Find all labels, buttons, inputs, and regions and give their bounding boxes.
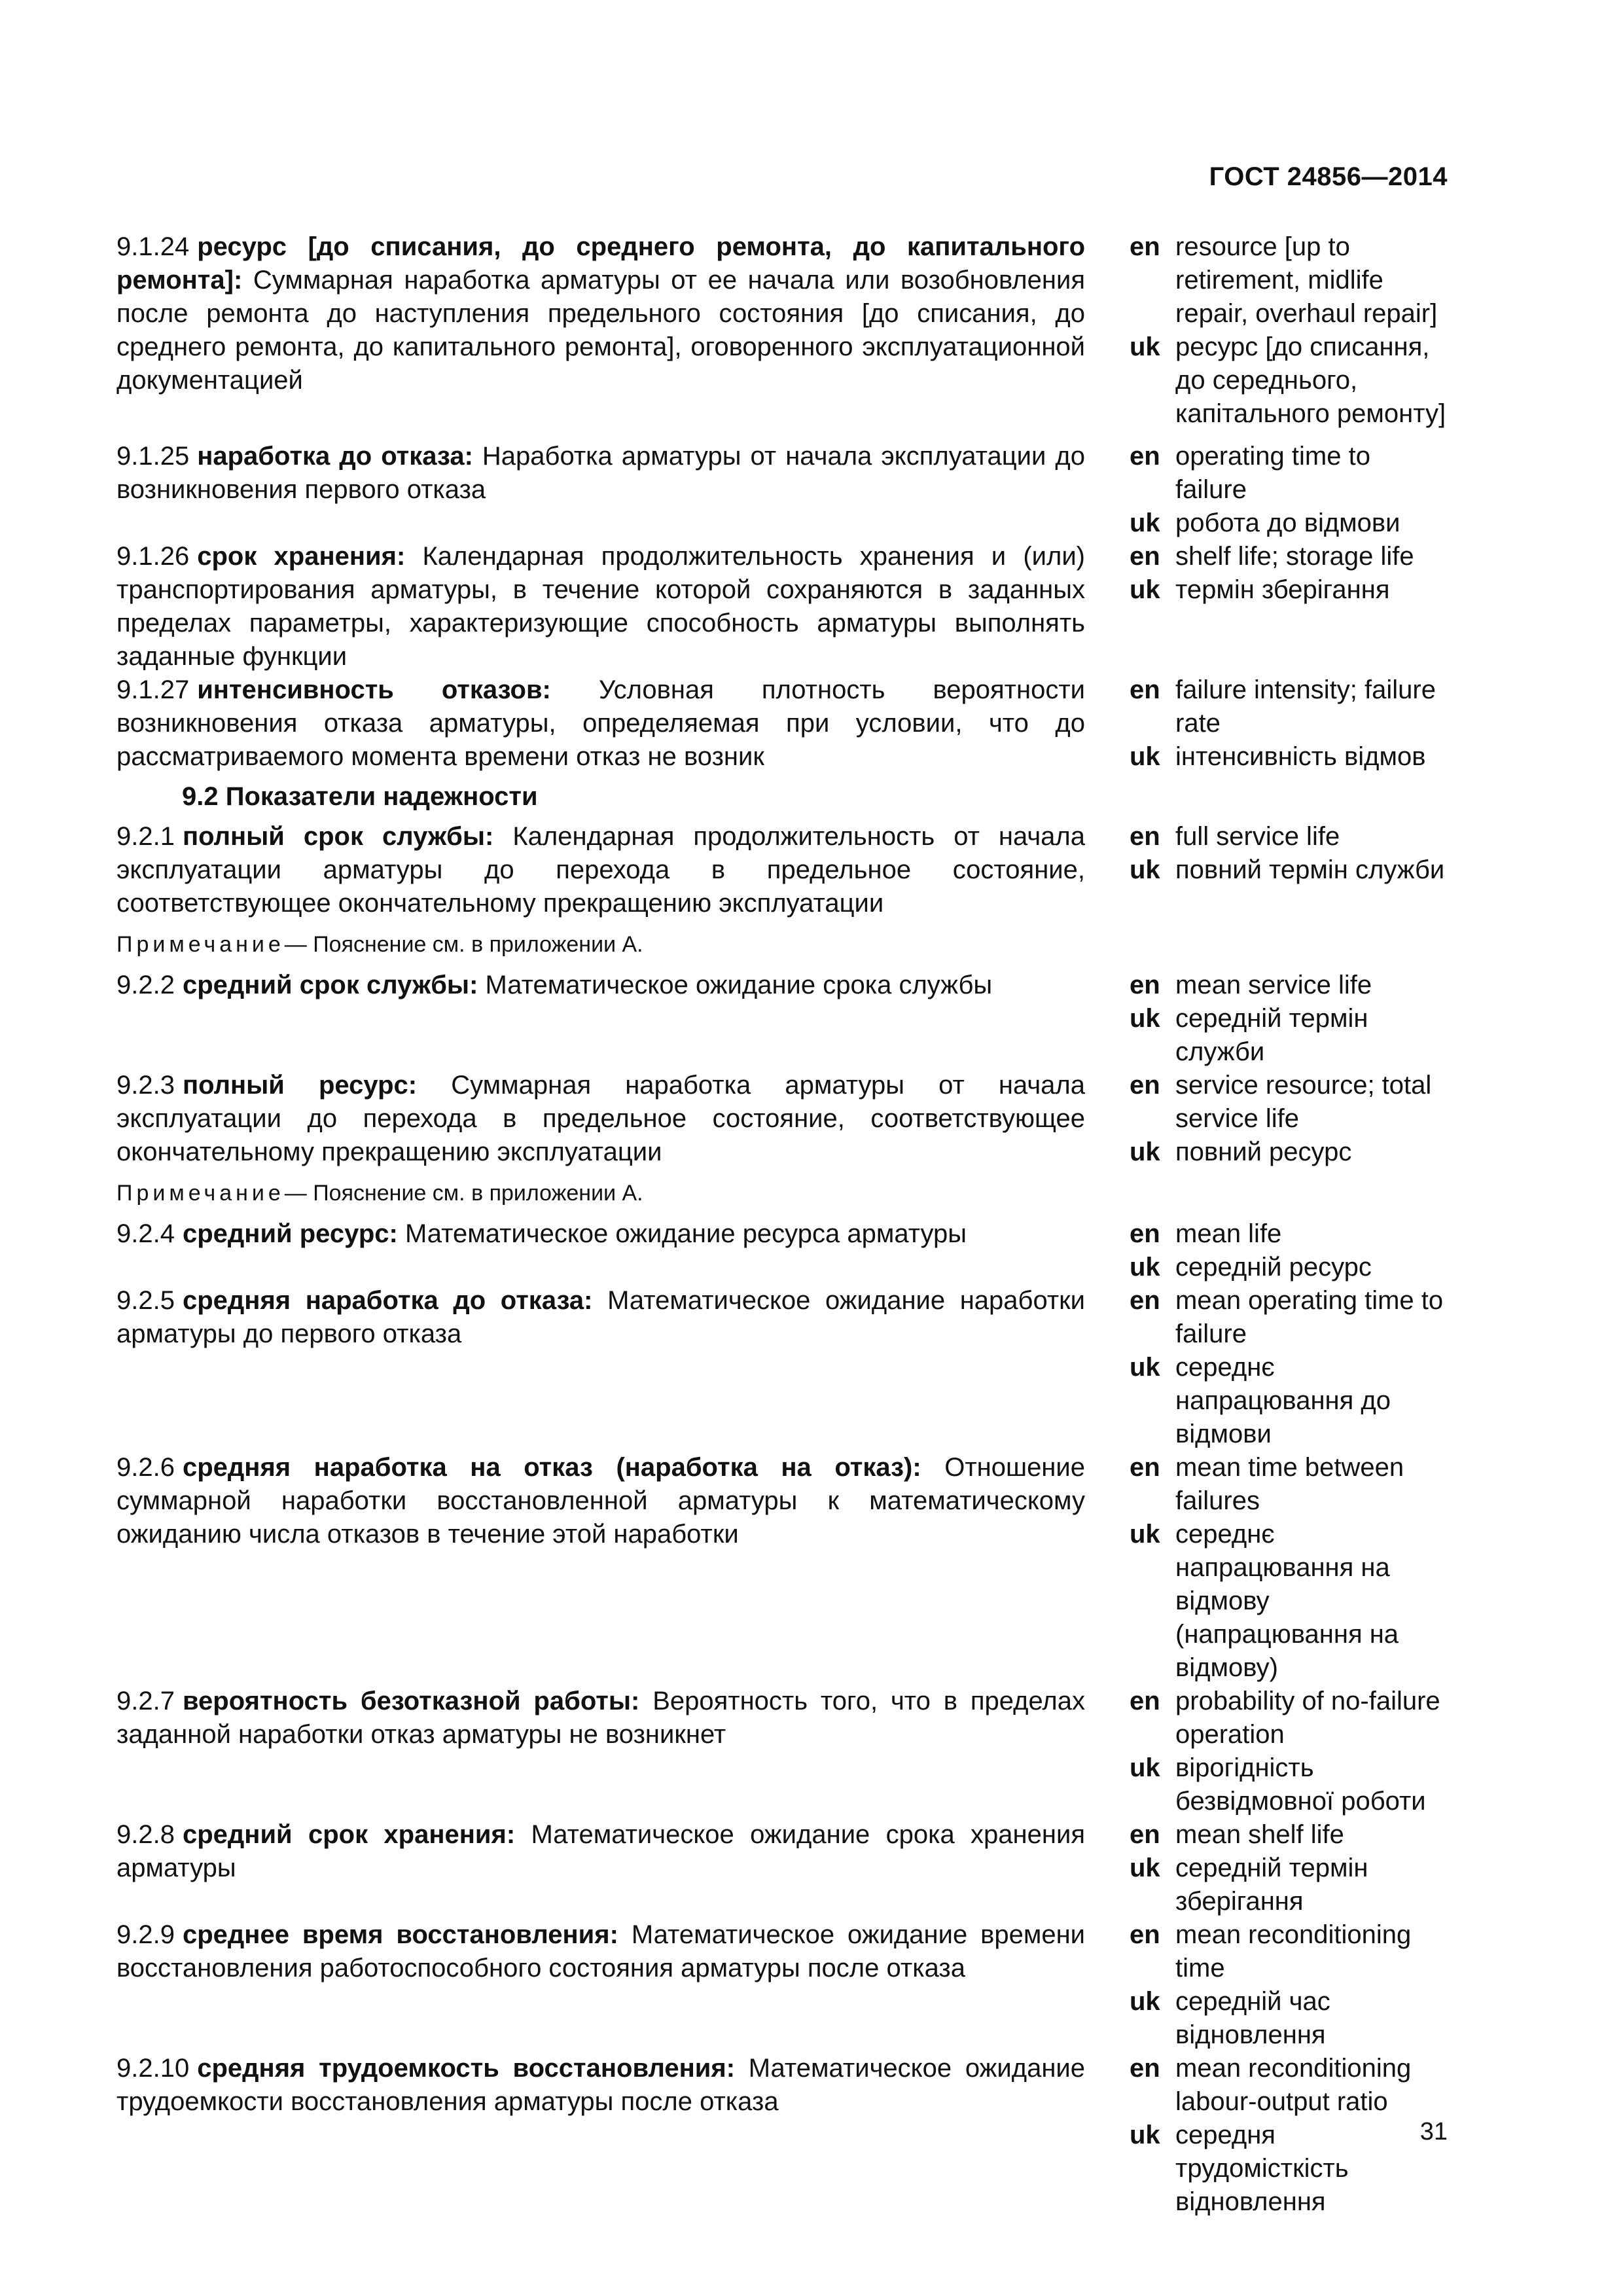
lang-code: en <box>1130 2054 1160 2083</box>
definition-text: Календарная продолжительность от начала эксплуатации арматуры до перехода в предельное состояние, соответствующее окончательному прекращению эксплуатации <box>116 822 1085 918</box>
translation-uk <box>1130 1351 1448 1451</box>
term-definition <box>116 1818 1085 1918</box>
lang-code: en <box>1130 1687 1160 1715</box>
translation-en <box>1130 1217 1448 1251</box>
translation-text: full service life <box>1175 822 1340 851</box>
term-entry <box>116 2052 1448 2219</box>
translation-text: ресурс [до списання, до середнього, капітального ремонту] <box>1175 332 1446 428</box>
lang-code: en <box>1130 1286 1160 1315</box>
lang-code: uk <box>1130 332 1160 361</box>
term-entry <box>116 540 1448 673</box>
lang-code: uk <box>1130 1854 1160 1882</box>
lang-code: uk <box>1130 855 1160 884</box>
term-entry <box>116 440 1448 540</box>
translation-uk <box>1130 1136 1448 1169</box>
translations <box>1130 1685 1448 1818</box>
translation-text: mean reconditioning time <box>1175 1920 1412 1982</box>
term-number: 9.1.25 <box>116 442 190 471</box>
translation-text: інтенсивність відмов <box>1175 742 1426 771</box>
definition-text: Математическое ожидание наработки арматуры до первого отказа <box>116 1286 1085 1348</box>
term-entry <box>116 1918 1448 2052</box>
definition-text: Наработка арматуры от начала эксплуатации до возникновения первого отказа <box>116 442 1085 504</box>
lang-code: en <box>1130 822 1160 851</box>
translation-uk <box>1130 853 1448 887</box>
definition-text: Математическое ожидание срока службы <box>485 971 993 999</box>
term-number: 9.2.4 <box>116 1219 175 1248</box>
translation-en <box>1130 1685 1448 1751</box>
translation-text: середній термін зберігання <box>1175 1854 1368 1916</box>
translation-uk <box>1130 1002 1448 1069</box>
translation-en <box>1130 2052 1448 2119</box>
document-id-header: ГОСТ 24856—2014 <box>1209 162 1448 191</box>
note-label: Примечание <box>116 1181 285 1206</box>
lang-code: en <box>1130 442 1160 471</box>
translations <box>1130 820 1448 920</box>
definition-text: Математическое ожидание ресурса арматуры <box>404 1219 967 1248</box>
translations <box>1130 969 1448 1069</box>
translation-text: resource [up to retirement, midlife repair, overhaul repair] <box>1175 232 1438 328</box>
translations <box>1130 1217 1448 1284</box>
translation-uk <box>1130 1251 1448 1284</box>
translation-text: термін зберігання <box>1175 575 1390 604</box>
definition-text: Суммарная наработка арматуры от ее начала или возобновления после ремонта до наступления предельного состояния [до списания, до среднего ремонта, до капитального ремонта], оговоренного эксплуатационной документацией <box>116 266 1085 395</box>
translations <box>1130 1451 1448 1685</box>
translation-uk <box>1130 740 1448 774</box>
term-name: полный срок службы: <box>182 822 494 851</box>
term-name: интенсивность отказов: <box>197 675 551 704</box>
translation-uk <box>1130 1985 1448 2052</box>
definition-text: Математическое ожидание трудоемкости восстановления арматуры после отказа <box>116 2054 1085 2116</box>
translation-uk <box>1130 1518 1448 1685</box>
translation-text: service resource; total service life <box>1175 1071 1432 1133</box>
translation-en <box>1130 540 1448 573</box>
translation-en <box>1130 1284 1448 1351</box>
translation-text: середній час відновлення <box>1175 1987 1330 2049</box>
term-number: 9.2.2 <box>116 971 175 999</box>
translations <box>1130 230 1448 431</box>
translation-text: mean time between failures <box>1175 1453 1404 1515</box>
translation-text: mean service life <box>1175 971 1372 999</box>
translation-en <box>1130 969 1448 1002</box>
translation-text: повний термін служби <box>1175 855 1445 884</box>
lang-code: en <box>1130 1453 1160 1482</box>
term-definition <box>116 230 1085 431</box>
translation-text: mean shelf life <box>1175 1820 1344 1849</box>
translation-text: failure intensity; failure rate <box>1175 675 1436 738</box>
lang-code: uk <box>1130 2121 1160 2149</box>
term-name: среднее время восстановления: <box>182 1920 618 1949</box>
term-name: срок хранения: <box>197 542 406 571</box>
definition-text: Отношение суммарной наработки восстановленной арматуры к математическому ожиданию числа отказов в течение этой наработки <box>116 1453 1085 1549</box>
term-definition <box>116 969 1085 1069</box>
translations <box>1130 540 1448 673</box>
lang-code: en <box>1130 542 1160 571</box>
term-number: 9.2.8 <box>116 1820 175 1849</box>
term-definition <box>116 540 1085 673</box>
term-entry <box>116 1217 1448 1284</box>
term-definition <box>116 2052 1085 2219</box>
translation-text: середній ресурс <box>1175 1253 1372 1282</box>
term-name: средний срок хранения: <box>182 1820 516 1849</box>
translation-text: probability of no-failure operation <box>1175 1687 1440 1749</box>
term-definition <box>116 820 1085 920</box>
term-name: наработка до отказа: <box>197 442 473 471</box>
translations <box>1130 2052 1448 2219</box>
lang-code: uk <box>1130 1520 1160 1549</box>
terms-content <box>116 230 1448 2219</box>
translation-uk <box>1130 331 1448 431</box>
term-number: 9.2.10 <box>116 2054 190 2083</box>
translations <box>1130 673 1448 774</box>
term-definition <box>116 440 1085 540</box>
translation-en <box>1130 440 1448 507</box>
lang-code: uk <box>1130 1004 1160 1033</box>
lang-code: uk <box>1130 575 1160 604</box>
lang-code: en <box>1130 1920 1160 1949</box>
term-entry <box>116 1069 1448 1169</box>
translation-text: робота до відмови <box>1175 509 1400 537</box>
lang-code: en <box>1130 1219 1160 1248</box>
translation-uk <box>1130 507 1448 540</box>
term-name: средняя наработка на отказ (наработка на отказ): <box>182 1453 921 1482</box>
translation-en <box>1130 1918 1448 1985</box>
term-number: 9.1.24 <box>116 232 190 261</box>
definition-text: Суммарная наработка арматуры от начала эксплуатации до перехода в предельное состояние, соответствующее окончательному прекращению эксплуатации <box>116 1071 1085 1166</box>
term-number: 9.2.5 <box>116 1286 175 1315</box>
term-definition <box>116 1918 1085 2052</box>
lang-code: uk <box>1130 1987 1160 2016</box>
translation-text: mean reconditioning labour-output ratio <box>1175 2054 1412 2116</box>
lang-code: uk <box>1130 509 1160 537</box>
translation-text: shelf life; storage life <box>1175 542 1414 571</box>
translation-uk <box>1130 573 1448 607</box>
note-text: — Пояснение см. в приложении А. <box>284 932 643 957</box>
definition-text: Математическое ожидание срока хранения арматуры <box>116 1820 1085 1882</box>
lang-code: uk <box>1130 1753 1160 1782</box>
translation-text: mean life <box>1175 1219 1282 1248</box>
translations <box>1130 440 1448 540</box>
translation-en <box>1130 230 1448 331</box>
term-name: полный ресурс: <box>182 1071 418 1100</box>
term-entry <box>116 673 1448 774</box>
section-heading: 9.2 Показатели надежности <box>182 782 538 811</box>
note <box>116 1178 1448 1208</box>
translation-text: вірогідність безвідмовної роботи <box>1175 1753 1426 1816</box>
term-definition <box>116 1451 1085 1685</box>
translation-text: середнє напрацювання до відмови <box>1175 1353 1391 1448</box>
term-name: ресурс [до списания, до среднего ремонта, до капитального ремонта]: <box>116 232 1085 295</box>
term-definition <box>116 1685 1085 1818</box>
term-entry <box>116 1284 1448 1451</box>
note-label: Примечание <box>116 932 285 957</box>
term-name: средняя трудоемкость восстановления: <box>197 2054 736 2083</box>
translation-uk <box>1130 1751 1448 1818</box>
term-entry <box>116 230 1448 431</box>
term-number: 9.2.7 <box>116 1687 175 1715</box>
lang-code: uk <box>1130 1253 1160 1282</box>
term-number: 9.2.1 <box>116 822 175 851</box>
term-number: 9.2.3 <box>116 1071 175 1100</box>
lang-code: uk <box>1130 742 1160 771</box>
translations <box>1130 1284 1448 1451</box>
definition-text: Календарная продолжительность хранения и (или) транспортирования арматуры, в течение которой сохраняются в заданных пределах параметры, характеризующие способность арматуры выполнять заданные функции <box>116 542 1085 671</box>
term-number: 9.1.27 <box>116 675 190 704</box>
definition-text: Вероятность того, что в пределах заданной наработки отказ арматуры не возникнет <box>116 1687 1085 1749</box>
lang-code: en <box>1130 232 1160 261</box>
translation-uk <box>1130 1852 1448 1918</box>
translation-text: середнє напрацювання на відмову (напрацювання на відмову) <box>1175 1520 1399 1682</box>
lang-code: en <box>1130 1071 1160 1100</box>
lang-code: en <box>1130 675 1160 704</box>
term-definition <box>116 1284 1085 1451</box>
translation-en <box>1130 1818 1448 1852</box>
translation-en <box>1130 1069 1448 1136</box>
translation-text: середня трудомісткість відновлення <box>1175 2121 1349 2216</box>
lang-code: en <box>1130 1820 1160 1849</box>
term-number: 9.2.6 <box>116 1453 175 1482</box>
translation-text: mean operating time to failure <box>1175 1286 1444 1348</box>
definition-text: Условная плотность вероятности возникновения отказа арматуры, определяемая при условии, что до рассматриваемого момента времени отказ не возник <box>116 675 1085 771</box>
term-number: 9.2.9 <box>116 1920 175 1949</box>
term-number: 9.1.26 <box>116 542 190 571</box>
translation-en <box>1130 673 1448 740</box>
term-name: средний срок службы: <box>182 971 478 999</box>
translation-text: середній термін служби <box>1175 1004 1368 1066</box>
translation-uk <box>1130 2119 1448 2219</box>
term-name: средняя наработка до отказа: <box>182 1286 593 1315</box>
translation-en <box>1130 820 1448 853</box>
note <box>116 929 1448 960</box>
term-name: средний ресурс: <box>182 1219 398 1248</box>
lang-code: uk <box>1130 1138 1160 1166</box>
term-definition <box>116 1217 1085 1284</box>
term-definition <box>116 673 1085 774</box>
term-entry <box>116 820 1448 920</box>
term-entry <box>116 1451 1448 1685</box>
definition-text: Математическое ожидание времени восстановления работоспособного состояния арматуры после отказа <box>116 1920 1086 1982</box>
translations <box>1130 1818 1448 1918</box>
term-entry <box>116 1818 1448 1918</box>
page-number: 31 <box>1419 2118 1448 2145</box>
term-definition <box>116 1069 1085 1169</box>
translation-en <box>1130 1451 1448 1518</box>
translation-text: operating time to failure <box>1175 442 1370 504</box>
term-entry <box>116 1685 1448 1818</box>
translations <box>1130 1069 1448 1169</box>
lang-code: en <box>1130 971 1160 999</box>
term-name: вероятность безотказной работы: <box>182 1687 640 1715</box>
translation-text: повний ресурс <box>1175 1138 1352 1166</box>
lang-code: uk <box>1130 1353 1160 1382</box>
translations <box>1130 1918 1448 2052</box>
term-entry <box>116 969 1448 1069</box>
note-text: — Пояснение см. в приложении А. <box>284 1181 643 1206</box>
